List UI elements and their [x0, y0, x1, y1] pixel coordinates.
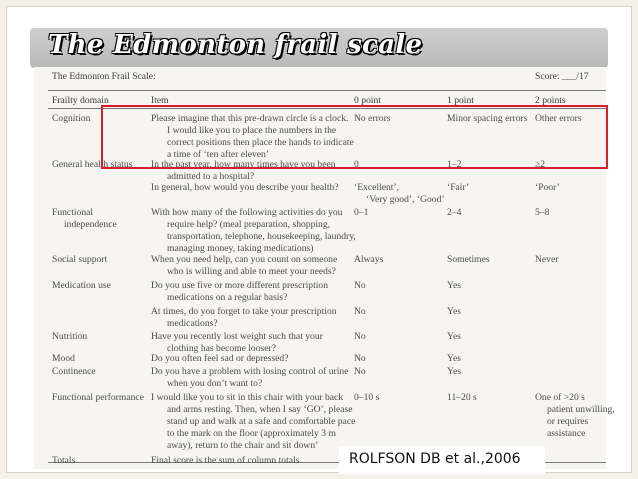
row-5-item-line-1: medications on a regular basis?: [167, 292, 288, 303]
row-4-item-line-0: When you need help, can you count on someone: [151, 254, 338, 265]
row-10-domain-line-0: Functional performance: [52, 392, 144, 403]
row-5-p0-line-0: No: [354, 280, 366, 291]
row-2-p1-line-0: ‘Fair’: [447, 182, 470, 193]
row-7-item-line-0: Have you recently lost weight such that your: [151, 331, 323, 342]
row-7-p0-line-0: No: [354, 331, 366, 342]
row-0-p1-line-0: Minor spacing errors: [447, 113, 528, 124]
row-5-p1-line-0: Yes: [447, 280, 461, 291]
row-9-item-line-0: Do you have a problem with losing control of urine: [151, 366, 349, 377]
row-8-domain-line-0: Mood: [52, 353, 75, 364]
row-3-item-line-0: With how many of the following activities do you: [151, 207, 343, 218]
cognition-highlight-box: [101, 105, 608, 169]
row-7-item-line-1: clothing has become looser?: [167, 343, 276, 354]
row-7-p1-line-0: Yes: [447, 331, 461, 342]
row-0-item-line-3: a time of ‘ten after eleven’: [167, 149, 270, 160]
column-header-0-point: 0 point: [354, 95, 381, 106]
row-9-p1-line-0: Yes: [447, 366, 461, 377]
row-0-p0-line-0: No errors: [354, 113, 391, 124]
row-4-p1-line-0: Sometimes: [447, 254, 490, 265]
row-2-p2-line-0: ‘Poor’: [535, 182, 560, 193]
row-10-p0-line-0: 0–10 s: [354, 392, 380, 403]
column-header-1-point: 1 point: [447, 95, 474, 106]
row-1-p1-line-0: 1–2: [447, 159, 462, 170]
row-3-p0-line-0: 0–1: [354, 207, 369, 218]
row-3-item-line-1: require help? (meal preparation, shopping,: [167, 219, 331, 230]
row-1-p2-line-0: ≥2: [535, 159, 546, 170]
row-10-p2-line-0: One of >20 s: [535, 392, 585, 403]
row-8-item-line-0: Do you often feel sad or depressed?: [151, 353, 289, 364]
row-3-p2-line-0: 5–8: [535, 207, 550, 218]
row-6-p0-line-0: No: [354, 306, 366, 317]
row-0-item-line-0: Please imagine that this pre-drawn circle is a clock.: [151, 113, 349, 124]
row-7-domain-line-0: Nutrition: [52, 331, 88, 342]
row-10-p2-line-1: patient unwilling,: [547, 404, 615, 415]
row-3-domain-line-1: independence: [64, 219, 117, 230]
row-10-p2-line-2: or requires: [547, 416, 589, 427]
row-5-domain-line-0: Medication use: [52, 280, 111, 291]
row-10-item-line-1: and arms resting. Then, when I say ‘GO’, please: [167, 404, 353, 415]
row-9-item-line-1: when you don’t want to?: [167, 378, 263, 389]
column-header-item: Item: [151, 95, 169, 106]
row-3-item-line-2: transportation, telephone, housekeeping, laundry,: [167, 231, 356, 242]
row-4-p0-line-0: Always: [354, 254, 384, 265]
citation-text: ROLFSON DB et al.,2006: [349, 451, 521, 467]
score-label: Score: ___/17: [535, 71, 589, 82]
row-10-item-line-0: I would like you to sit in this chair with your back: [151, 392, 344, 403]
row-8-p1-line-0: Yes: [447, 353, 461, 364]
slide-title: The Edmonton frail scale: [48, 30, 423, 60]
row-4-p2-line-0: Never: [535, 254, 559, 265]
row-2-item-line-0: In general, how would you describe your health?: [151, 182, 339, 193]
row-2-p0-line-1: ‘Very good’, ‘Good’: [366, 194, 445, 205]
row-1-p0-line-0: 0: [354, 159, 359, 170]
row-10-p1-line-0: 11–20 s: [447, 392, 477, 403]
row-9-p0-line-0: No: [354, 366, 366, 377]
row-1-domain-line-0: General health status: [52, 159, 133, 170]
row-4-domain-line-0: Social support: [52, 254, 108, 265]
row-3-item-line-3: managing money, taking medications): [167, 243, 314, 254]
row-2-p0-line-0: ‘Excellent’,: [354, 182, 400, 193]
row-10-item-line-3: to the mark on the floor (approximately 3 m: [167, 428, 336, 439]
row-10-item-line-4: away), return to the chair and sit down’: [167, 440, 319, 451]
row-6-p1-line-0: Yes: [447, 306, 461, 317]
row-0-domain-line-0: Cognition: [52, 113, 91, 124]
row-6-item-line-0: At times, do you forget to take your prescription: [151, 306, 337, 317]
row-11-domain-line-0: Totals: [52, 455, 76, 466]
row-10-item-line-2: stand up and walk at a safe and comfortable pace: [167, 416, 356, 427]
row-3-p1-line-0: 2–4: [447, 207, 462, 218]
row-4-item-line-1: who is willing and able to meet your needs?: [167, 266, 336, 277]
row-0-p2-line-0: Other errors: [535, 113, 582, 124]
row-10-p2-line-3: assistance: [547, 428, 586, 439]
row-6-item-line-1: medications?: [167, 318, 218, 329]
row-11-item-line-0: Final score is the sum of column totals: [151, 455, 300, 466]
column-header-domain: Frailty domain: [52, 95, 109, 106]
row-8-p0-line-0: No: [354, 353, 366, 364]
scale-heading: The Edmonton Frail Scale:: [52, 71, 156, 82]
table-top-rule: [48, 90, 606, 91]
column-header-2-points: 2 points: [535, 95, 566, 106]
row-1-item-line-0: In the past year, how many times have you been: [151, 159, 336, 170]
row-0-item-line-2: correct positions then place the hands to indicate: [167, 137, 354, 148]
row-9-domain-line-0: Continence: [52, 366, 96, 377]
row-0-item-line-1: I would like you to place the numbers in the: [167, 125, 337, 136]
row-3-domain-line-0: Functional: [52, 207, 94, 218]
row-1-item-line-1: admitted to a hospital?: [167, 171, 255, 182]
row-5-item-line-0: Do you use five or more different prescription: [151, 280, 328, 291]
